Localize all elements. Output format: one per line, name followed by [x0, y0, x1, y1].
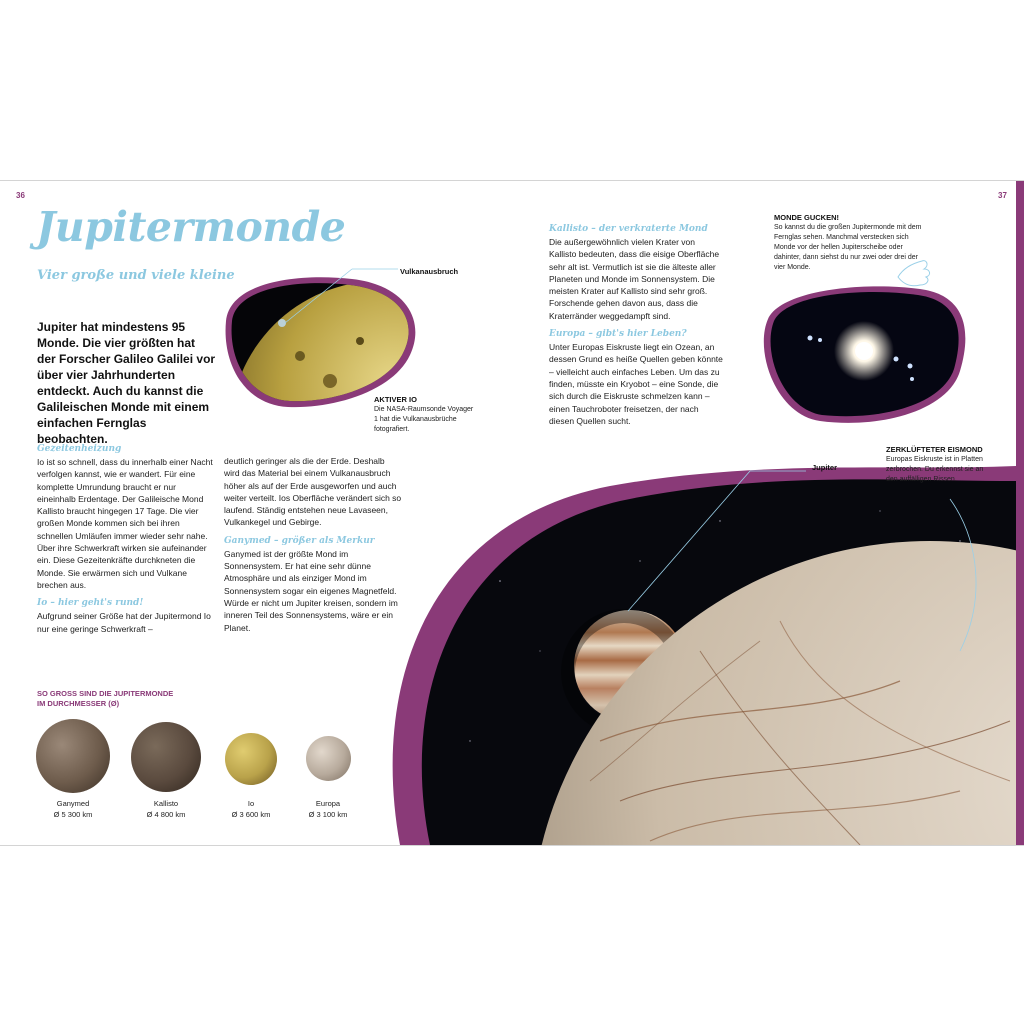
- caption-monde-gucken-title: MONDE GUCKEN!: [774, 213, 839, 222]
- moon-diameter: Ø 3 600 km: [231, 810, 271, 819]
- text-io-a: Aufgrund seiner Größe hat der Jupitermond Io nur eine geringe Schwerkraft –: [37, 611, 211, 634]
- moon-caption-ganymed: [33, 798, 113, 820]
- moon-diameter: Ø 3 100 km: [308, 810, 348, 819]
- page-subtitle: Vier große und viele kleine: [37, 268, 235, 283]
- text-gezeiten: Io ist so schnell, dass du innerhalb einer Nacht verfolgen kannst, wie er wandert. Für eine komplette Umrundung braucht er nur eineinhalb Erdentage. Der Galileische Mond Kallisto braucht hingegen 17 Tage. Die vier großen Monde kommen sich bei ihren schnellen Umläufen immer wieder sehr nahe. Über ihre Schwerkraft wirken sie aufeinander ein. Diese Gezeitenkräfte durchkneten die Monde. Sie erwärmen sich und Vulkane brechen aus.: [37, 457, 213, 590]
- heading-ganymed: Ganymed – größer als Merkur: [224, 535, 375, 546]
- caption-eismond-title: ZERKLÜFTETER EISMOND: [886, 445, 983, 454]
- caption-eismond: [886, 445, 986, 485]
- label-jupiter: Jupiter: [812, 463, 838, 472]
- column-middle: [224, 455, 402, 640]
- moon-diameter: Ø 5 300 km: [53, 810, 93, 819]
- caption-monde-gucken-text: So kannst du die großen Jupitermonde mit dem Fernglas sehen. Manchmal verstecken sich Monde vor der hellen Jupiterscheibe oder dahinter, dann siehst du nur zwei oder drei der vier Monde.: [774, 224, 922, 271]
- heading-kallisto: Kallisto – der verkraterte Mond: [549, 224, 708, 234]
- column-right: [549, 223, 723, 433]
- column-left: [37, 443, 217, 641]
- moon-sizes-heading-line1: SO GROSS SIND DIE JUPITERMONDE: [37, 689, 174, 698]
- moon-ganymed: [36, 719, 110, 793]
- text-europa: Unter Europas Eiskruste liegt ein Ozean, an dessen Grund es heiße Quellen geben könnte – vielleicht auch einfaches Leben. Um das zu finden, müsste ein Kryobot – eine Sonde, die sich durch die Eiskruste schmelzen kann – einen Tauchroboter freisetzen, der nach diesen Quellen sucht.: [549, 342, 723, 426]
- moon-sizes-heading: [37, 689, 173, 709]
- heading-europa: Europa – gibt's hier Leben?: [549, 329, 687, 340]
- text-ganymed: Ganymed ist der größte Mond im Sonnensystem. Er hat eine sehr dünne Atmosphäre und als einziger Mond im Sonnensystem sogar ein eigenes Magnetfeld. Würde er nicht um Jupiter kreisen, sondern im inneren Teil des Sonnensystems, wäre er ein Planet.: [224, 548, 398, 633]
- intro-text: Jupiter hat mindestens 95 Monde. Die vier größten hat der Forscher Galileo Galilei vor über vier Jahrhunderten entdeckt. Auch du kannst die Galileischen Monde mit einem einfachen Fernglas beobachten.: [37, 320, 216, 446]
- moon-io: [225, 733, 277, 785]
- jupiter-europa-image: [400, 461, 1024, 845]
- moon-name: Kallisto: [153, 799, 179, 808]
- text-kallisto: Die außergewöhnlich vielen Krater von Kallisto bedeuten, dass die eisige Oberfläche sehr alt ist. Vermutlich ist sie die älteste aller Planeten und Monde im Sonnensystem. Die meisten Krater auf Kallisto sind sehr groß. Forschende gehen davon aus, dass die Kraterränder weggedampft sind.: [549, 237, 720, 321]
- caption-aktiver-io-text: Die NASA-Raumsonde Voyager 1 hat die Vulkanausbrüche fotografiert.: [374, 406, 474, 433]
- label-vulkanausbruch: Vulkanausbruch: [400, 267, 459, 276]
- caption-aktiver-io: [374, 395, 474, 435]
- page-number-left: 36: [16, 191, 25, 200]
- page-edge-bar: [1016, 181, 1024, 845]
- moon-europa: [306, 736, 351, 781]
- moon-kallisto: [131, 722, 201, 792]
- moon-name: Io: [247, 799, 255, 808]
- heading-io: Io – hier geht's rund!: [37, 598, 144, 609]
- moon-diameter: Ø 4 800 km: [146, 810, 186, 819]
- page-title: Jupitermonde: [36, 203, 346, 251]
- text-io-b: deutlich geringer als die der Erde. Deshalb wird das Material bei einem Vulkanausbruch höher als auf der Erde ausgeworfen und auch weiter verteilt. Ios Oberfläche verändert sich so laufend. Ständig entstehen neue Lavaseen, Vulkankegel und Gebirge.: [224, 456, 402, 528]
- moon-caption-europa: [288, 798, 368, 820]
- caption-aktiver-io-title: AKTIVER IO: [374, 395, 417, 404]
- moon-name: Ganymed: [56, 799, 90, 808]
- moon-caption-io: [211, 798, 291, 820]
- moon-name: Europa: [315, 799, 341, 808]
- caption-eismond-text: Europas Eiskruste ist in Platten zerbrochen. Du erkennst sie an den auffälligen Rissen.: [886, 456, 984, 483]
- caption-monde-gucken: [774, 213, 924, 273]
- moon-caption-kallisto: [126, 798, 206, 820]
- book-spread: [0, 180, 1024, 846]
- page-number-right: 37: [998, 191, 1007, 200]
- moon-sizes-heading-line2: IM DURCHMESSER (Ø): [37, 699, 120, 708]
- heading-gezeiten: Gezeitenheizung: [37, 444, 122, 454]
